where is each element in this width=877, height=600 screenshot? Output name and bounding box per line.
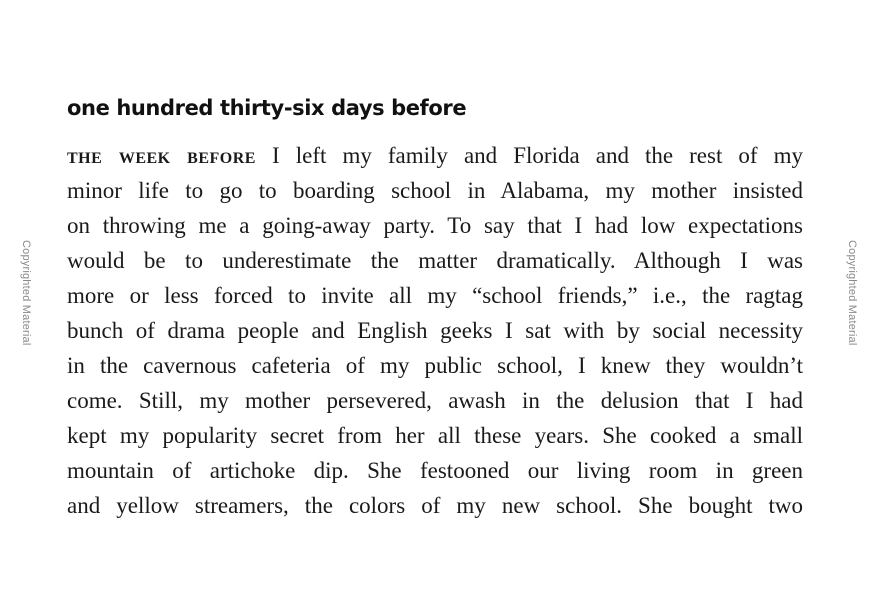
text-line: and yellow streamers, the colors of my new school. She bought two xyxy=(67,493,803,518)
text-line: bunch of drama people and English geeks I sat with by social necessity xyxy=(67,318,803,343)
lead-in: the week before xyxy=(67,143,256,168)
text-line: in the cavernous cafeteria of my public school, I knew they wouldn’t xyxy=(67,353,803,378)
text-line: on throwing me a going-away party. To say that I had low expectations xyxy=(67,213,803,238)
text-line: more or less forced to invite all my “school friends,” i.e., the ragtag xyxy=(67,283,803,308)
chapter-title: one hundred thirty-six days before xyxy=(67,96,467,120)
chapter-body xyxy=(67,138,803,523)
copyright-watermark-right: Copyrighted Material xyxy=(846,240,858,346)
text-line: kept my popularity secret from her all these years. She cooked a small xyxy=(67,423,803,448)
text-line xyxy=(67,138,803,173)
text-line: come. Still, my mother persevered, awash in the delusion that I had xyxy=(67,388,803,413)
text-line: minor life to go to boarding school in Alabama, my mother insisted xyxy=(67,178,803,203)
text-line: would be to underestimate the matter dramatically. Although I was xyxy=(67,248,803,273)
text-line: mountain of artichoke dip. She festooned our living room in green xyxy=(67,458,803,483)
copyright-watermark-left: Copyrighted Material xyxy=(20,240,32,346)
line-text: I left my family and Florida and the rest of my xyxy=(255,143,804,168)
book-page xyxy=(67,92,803,523)
